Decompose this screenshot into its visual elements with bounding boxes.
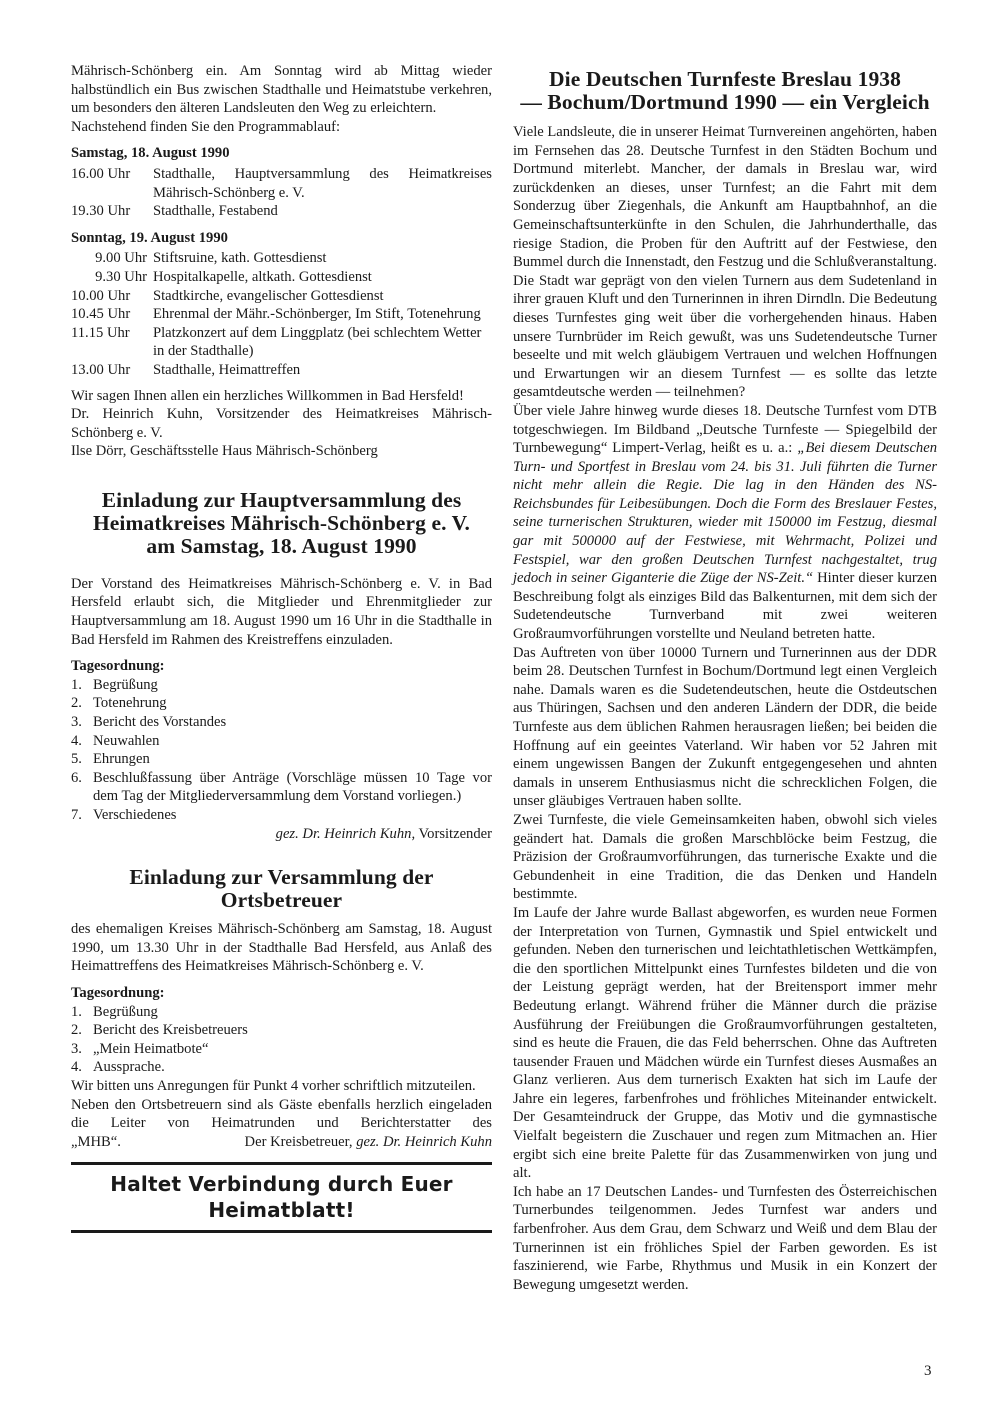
agenda-text: Verschiedenes [93,807,177,823]
agenda-num: 3. [71,714,82,731]
hauptversammlung-heading [71,489,492,558]
agenda-num: 3. [71,1040,82,1057]
agenda-item [71,1021,492,1040]
ortsbetreuer-signature [71,1133,492,1152]
schedule-time: 10.45 Uhr [71,306,131,323]
schedule-item [71,202,492,221]
agenda-num: 5. [71,751,82,768]
schedule-time: 9.30 Uhr [95,268,147,285]
agenda-text: Bericht des Vorstandes [93,714,227,731]
article-paragraph: Ich habe an 17 Deutschen Landes- und Turnfesten des Österreichischen Turnerbundes teilgenommen. Jedes Turnfest war anders und farbenfroher. Aus dem Grau, dem Schwarz und Weiß und dem Blau der Turnerinnen ist ein fröhliches Spiel der Farben geworden. Es ist faszinierend, wie Farbe, Rhythmus und Musik in ein Konzert der Bewegung umgesetzt werden. [513,1183,937,1293]
article-paragraph [513,402,937,644]
schedule-time: 11.15 Uhr [71,324,130,341]
agenda-num: 6. [71,769,82,786]
ortsbetreuer-heading: Einladung zur Versammlung der Ortsbetreuer [129,865,434,913]
paragraph-intro: Über viele Jahre hinweg wurde dieses 18. Deutsche Turnfest vom DTB totgeschwiegen. Im Bildband „Deutsche Turnfeste — Spiegelbild der Turnbewegung“ Limpert-Verlag, heißt es u. a.: [513,402,937,457]
sunday-schedule [71,249,492,379]
schedule-time: 9.00 Uhr [95,250,147,267]
guests-end: „MHB“. [71,1133,121,1150]
agenda-item [71,1003,492,1022]
left-column [71,62,492,1233]
heading-line: — Bochum/Dortmund 1990 — ein Vergleich [520,90,930,114]
schedule-time: 13.00 Uhr [71,361,131,378]
agenda-text: Ehrungen [93,751,150,768]
schedule-item [71,305,492,324]
schedule-desc: Stadtkirche, evangelischer Gottesdienst [153,287,384,304]
agenda-num: 4. [71,732,82,749]
schedule-time: 16.00 Uhr [71,165,131,182]
heading-line: Heimatkreises Mährisch-Schönberg e. V. [92,510,471,535]
turnfeste-heading [513,68,937,114]
schedule-desc: Hospitalkapelle, altkath. Gottesdienst [153,268,372,285]
schedule-item [71,249,492,268]
intro-paragraph: Mährisch-Schönberg ein. Am Sonntag wird ab Mittag wieder halbstündlich ein Bus zwischen Stadthalle und Heimatstube verkehren, um besonders den älteren Landsleuten den Weg zu erleichtern. [71,63,492,117]
agenda-text: Begrüßung [93,1003,158,1020]
agenda-item [71,750,492,769]
banner-rule-bottom [71,1230,492,1233]
hauptversammlung-signature [71,825,492,844]
agenda-num: 7. [71,807,82,823]
article-paragraph: Viele Landsleute, die in unserer Heimat Turnvereinen angehörten, haben im Fernsehen das 28. Deutsche Turnfest in den Städten Bochum und Dortmund miterlebt. Mancher, der damals in Breslau war, wird zurückdenken an dieses, unser Turnfest; an die Fahrt mit dem Sonderzug über Ziegenhals, die Ankunft am Hauptbahnhof, an die Gemeinschaftsunterkünfte in den Schulen, die Jahrhunderthalle, das riesige Stadion, die Proben für den Auftritt auf der Festwiese, den Bummel durch die Innenstadt, den Festzug und die Schlußveranstaltung. Die Stadt war geprägt von den vielen Turnern aus dem Sudetenland in ihrer grauen Kluft und den Turnerinnen in ihren Dirndln. Die Bedeutung dieses Turnfestes ging weit über die vorhergehenden hinaus. Haben unsere Turnbrüder im Reich gewußt, was uns Sudetendeutsche Turner beseelte und mit welch gläubigem Vertrauen und welchen Hoffnungen und Erwartungen wir an diesem Turnfest — es sollte das letzte gesamtdeutsche werden — teilnehmen? [513,124,937,401]
agenda-item [71,694,492,713]
schedule-item [71,287,492,306]
heading-line: Einladung zur Hauptversammlung des [101,487,462,512]
agenda-item [71,1058,492,1077]
schedule-item [71,165,492,202]
agenda-label: Tagesordnung: [71,984,165,1001]
schedule-desc: Stadthalle, Festabend [153,203,278,220]
article-paragraph: Im Laufe der Jahre wurde Ballast abgeworfen, es wurden neue Formen der Interpretation von Turnen, Gymnastik und Spiel entwickelt und gefunden. Neben den turnerischen und leichtathletischen Wettkämpfen, die den sportlichen Mittelpunkt eines Turnfestes bildeten und die von der Leistung geprägt werden, hat der Breitensport immer mehr Bedeutung erlangt. Während früher die Männer durch die präzise Ausführung der Freiübungen die Großraumvorführungen gestalteten, sind es heute die Frauen, die das Feld beherrschen. Ohne das Auftreten tausender Frauen und Mädchen würde ein Turnfest dieses Ausmaßes an Glanz verlieren. Aus dem turnerisch Exakten hat sich im Laufe der Jahre ein legeres, farbenfrohes und fröhliches Miteinander entwickelt. Der Gesamteindruck der Gruppe, das Motiv und die gymnastische Vielfalt begeistern die Zuschauer und regen zum Mitmachen an. Hier ergibt sich eine breite Palette für das Zusammenwirken von jung und alt. [513,904,937,1182]
agenda-item [71,713,492,732]
agenda-text: Begrüßung [93,676,158,693]
quote: „Bei diesem Deutschen Turn- und Sportfest in Breslau vom 24. bis 31. Juli führten die Turner nicht mehr allein die Regie. Die lag in den Händen des NS-Reichsbundes für Leibesübungen. Doch die Form des Breslauer Festes, seine turnerischen Strukturen, wieder mit 150000 im Festzug, diesmal gar mit 500000 auf der Festwiese, mit Wehrmacht, Polizei und Festspiel, war den großen Deutschen Turnfest nachgestaltet, trug jedoch in seiner Giganterie die Züge der NS-Zeit.“ [513,440,937,587]
ortsbetreuer-guests: Neben den Ortsbetreuern sind als Gäste ebenfalls herzlich eingeladen die Leiter von Heimatrunden und Berichterstatter des [71,1096,492,1132]
agenda-num: 2. [71,695,82,712]
saturday-heading: Samstag, 18. August 1990 [71,145,230,162]
schedule-desc: Stadthalle, Hauptversammlung des Heimatkreises Mährisch-Schönberg e. V. [153,165,492,201]
schedule-desc: Stadthalle, Heimattreffen [153,361,301,378]
agenda-item [71,1040,492,1059]
agenda-item [71,676,492,695]
hauptversammlung-body: Der Vorstand des Heimatkreises Mährisch-Schönberg e. V. in Bad Hersfeld erlaubt sich, die Mitglieder und Ehrenmitglieder zur Hauptversammlung am 18. August 1990 um 16 Uhr in die Stadthalle in Bad Hersfeld im Rahmen des Kreistreffens einzuladen. [71,575,492,648]
welcome-text: Wir sagen Ihnen allen ein herzliches Willkommen in Bad Hersfeld! [71,387,464,404]
agenda-item [71,732,492,751]
agenda-text: Beschlußfassung über Anträge (Vorschläge müssen 10 Tage vor dem Tag der Mitgliederversammlung dem Vorstand vorliegen.) [93,769,492,805]
article-paragraph: Das Auftreten von über 10000 Turnern und Turnerinnen aus der DDR beim 28. Deutschen Turnfest in Bochum/Dortmund legt einen Vergleich nahe. Damals waren es die Sudetendeutschen, heute die Ostdeutschen aus Thüringen, Sachsen und den anderen Ländern der DDR, die beide Turnfeste aus dem üblichen Rahmen herausragen ließen; bei beiden die Hoffnung auf ein geeintes Vaterland. Wir haben vor 52 Jahren mit einem ungewissen Bangen der Zukunft entgegengesehen und ahnten damals in unserem Enthusiasmus nicht die schrecklichen Folgen, die unser gläubiges Vertrauen haben sollte. [513,644,937,810]
paragraph-rest: Hinter dieser kurzen Beschreibung folgt als einziges Bild das Balkenturnen, mit dem sich der Sudetendeutsche Turnverband mit zwei weiteren Großraumvorführungen vorstellte und Neuland betreten hatte. [513,570,937,643]
schedule-desc: Ehrenmal der Mähr.-Schönberger, Im Stift, Totenehrung [153,306,481,323]
agenda-num: 1. [71,676,82,693]
agenda-num: 4. [71,1059,82,1076]
saturday-schedule [71,165,492,221]
agenda-text: Totenehrung [93,695,167,712]
schedule-time: 19.30 Uhr [71,203,131,220]
banner-text: Haltet Verbindung durch Euer Heimatblatt! [110,1172,453,1223]
program-intro: Nachstehend finden Sie den Programmablauf: [71,118,341,135]
heading-line: am Samstag, 18. August 1990 [146,533,417,558]
ortsbetreuer-agenda [71,1003,492,1077]
signature-name: gez. Dr. Heinrich Kuhn, [275,825,416,842]
ortsbetreuer-note: Wir bitten uns Anregungen für Punkt 4 vorher schriftlich mitzuteilen. [71,1077,476,1094]
schedule-item [71,361,492,380]
right-column [513,68,937,1294]
agenda-text: Neuwahlen [93,732,160,749]
signature-prefix: Der Kreisbetreuer, [244,1133,353,1150]
banner [71,1162,492,1233]
schedule-time: 10.00 Uhr [71,287,131,304]
agenda-num: 1. [71,1003,82,1020]
agenda-label: Tagesordnung: [71,658,165,675]
signature-name: gez. Dr. Heinrich Kuhn [356,1133,492,1150]
schedule-desc: Stiftsruine, kath. Gottesdienst [153,250,327,267]
agenda-num: 2. [71,1022,82,1039]
sunday-heading: Sonntag, 19. August 1990 [71,229,228,246]
signature-role: Vorsitzender [418,825,492,842]
agenda-text: Bericht des Kreisbetreuers [93,1022,248,1039]
agenda-item [71,806,492,825]
agenda-item [71,769,492,806]
schedule-desc: Platzkonzert auf dem Linggplatz (bei schlechtem Wetter in der Stadthalle) [153,324,482,360]
signature-kuhn: Dr. Heinrich Kuhn, Vorsitzender des Heimatkreises Mährisch-Schönberg e. V. [71,406,492,441]
hauptversammlung-agenda [71,676,492,825]
heading-line: Die Deutschen Turnfeste Breslau 1938 [549,67,901,91]
ortsbetreuer-body: des ehemaligen Kreises Mährisch-Schönberg am Samstag, 18. August 1990, um 13.30 Uhr in der Stadthalle Bad Hersfeld, aus Anlaß des Heimattreffens des Heimatkreises Mährisch-Schönberg e. V. [71,921,492,975]
agenda-text: „Mein Heimatbote“ [93,1040,209,1057]
schedule-item [71,324,492,361]
page-number: 3 [924,1363,932,1379]
agenda-text: Aussprache. [93,1059,165,1076]
article-paragraph: Zwei Turnfeste, die viele Gemeinsamkeiten haben, obwohl sich vieles geändert hat. Damals die großen Marschblöcke beim Festzug, die Präzision der Großraumvorführungen, das turnerische Exakte und die Gebundenheit in eine Tradition, die das Denken und Handeln bestimmte. [513,811,937,903]
schedule-item [71,268,492,287]
signature-doerr: Ilse Dörr, Geschäftsstelle Haus Mährisch-Schönberg [71,443,378,460]
